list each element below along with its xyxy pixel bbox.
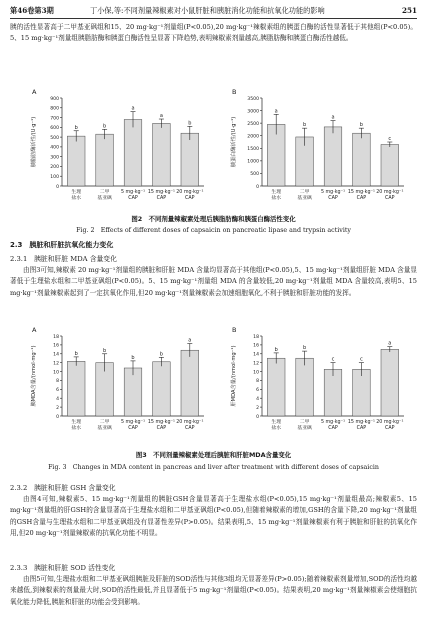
y-tick-label: 4 (256, 397, 259, 403)
bar (96, 134, 114, 186)
y-tick-label: 800 (50, 106, 59, 112)
bar (324, 369, 342, 416)
y-tick-label: 10 (253, 370, 259, 376)
section-2-3-3-text: 由图5可知,生理盐水组和二甲基亚砜组胰脏及肝脏的SOD活性与其他3组均无显著差异(P>0.05);随着辣椒素剂量增加,SOD的活性均越来越低,到辣椒素的剂量最大时,SOD的活性最低,并且显著低于5 mg·kg⁻¹剂量组(P<0.05)。结果表明,20 mg·kg⁻¹剂量辣椒素会使细胞抗氧化能力降低,胰脏和肝脏的功能会受到影响。 (10, 575, 417, 606)
y-tick-label: 300 (50, 155, 59, 161)
x-tick-label: 5 mg·kg⁻¹ (320, 190, 346, 195)
y-tick-label: 1000 (247, 159, 259, 165)
figure-3 (10, 324, 417, 444)
significance-letter: b (103, 123, 107, 130)
x-tick-label: 二甲 (99, 190, 110, 195)
y-tick-label: 18 (53, 334, 59, 340)
y-tick-label: 400 (50, 145, 59, 151)
bar (124, 368, 142, 416)
x-tick-label: 盐水 (71, 426, 82, 431)
y-axis-label: 胰蛋白酶活性/(U·g⁻¹) (231, 116, 237, 168)
y-tick-label: 1500 (247, 147, 259, 153)
y-tick-label: 700 (50, 116, 59, 122)
bar (153, 362, 171, 416)
significance-letter: b (303, 345, 307, 352)
bar (67, 361, 85, 416)
x-tick-label: CAP (385, 196, 395, 201)
x-tick-label: 盐水 (71, 196, 82, 201)
journal-volume: 第46卷第3期 (10, 6, 54, 15)
significance-letter: b (74, 124, 78, 131)
y-tick-label: 500 (250, 172, 259, 178)
x-tick-label: 15 mg·kg⁻¹ (147, 190, 175, 195)
running-title: 丁小保,等:不同剂量辣椒素对小鼠肝脏和胰脏消化功能和抗氧化功能的影响 (90, 6, 325, 15)
y-axis-label: 胰MDA含量/(nmol·mg⁻¹) (31, 345, 37, 407)
y-tick-label: 2500 (247, 121, 259, 127)
significance-letter: b (359, 122, 363, 129)
section-2-3-2-text: 由图4可知,辣椒素5、15 mg·kg⁻¹剂量组的胰脏GSH含量显著高于生理盐水组(P<0.05),15 mg·kg⁻¹剂量组最高;辣椒素5、15 mg·kg⁻¹剂量组的肝GSH的含量显著高于生理盐水组和二甲基亚砜组(P<0.05),但随着辣椒素的增加,GSH的含量下降,20 mg·kg⁻¹剂量组的GSH含量与生理盐水组和二甲基亚砜组没有显著性差异(P>0.05)。结果表明,5、15 mg·kg⁻¹剂量辣椒素有利于胰脏和肝脏的抗氧化作用,但20 mg·kg⁻¹剂量辣椒素的抗氧化功能不明显。 (10, 495, 417, 538)
x-tick-label: 5 mg·kg⁻¹ (320, 420, 346, 425)
y-tick-label: 0 (56, 184, 59, 190)
section-2-3-3-title: 2.3.3 胰脏和肝脏 SOD 活性变化 (10, 564, 116, 572)
figure-2-caption-cn: 图2 不同剂量辣椒素处理后胰脂肪酶和胰蛋白酶活性变化 (131, 215, 296, 223)
bar (381, 145, 399, 186)
x-tick-label: CAP (185, 196, 195, 201)
y-tick-label: 600 (50, 126, 59, 132)
chart-panel-fig2-a (29, 88, 204, 201)
panel-letter: A (32, 326, 37, 334)
x-tick-label: CAP (128, 196, 138, 201)
x-tick-label: 基亚砜 (297, 426, 312, 431)
bar (324, 127, 342, 186)
x-tick-label: 5 mg·kg⁻¹ (120, 190, 146, 195)
y-tick-label: 14 (253, 352, 259, 358)
panel-letter: B (232, 88, 237, 96)
significance-letter: c (360, 356, 363, 363)
chart-panel-fig3-b (229, 326, 404, 431)
significance-letter: b (188, 120, 192, 127)
x-tick-label: 二甲 (299, 420, 310, 425)
y-tick-label: 0 (56, 414, 59, 420)
y-tick-label: 12 (53, 361, 59, 367)
x-tick-label: 基亚砜 (297, 196, 312, 201)
x-tick-label: CAP (356, 196, 367, 201)
x-tick-label: CAP (328, 196, 338, 201)
figure-2 (10, 86, 417, 214)
y-tick-label: 3500 (247, 96, 259, 102)
significance-letter: b (74, 350, 78, 357)
x-tick-label: CAP (356, 426, 367, 431)
intro-paragraph: 胰的活性显著高于二甲基亚砜组和15、20 mg·kg⁻¹剂量组(P<0.05),20 mg·kg⁻¹辣椒素组的胰蛋白酶的活性显著低于其他组(P<0.05)。5、15 mg·kg⁻¹剂量组胰脂肪酶和胰蛋白酶活性呈显著下降趋势,表明辣椒素剂量越高,胰脂肪酶和胰蛋白酶活性越低。 (10, 23, 417, 43)
x-tick-label: 生理 (71, 190, 82, 195)
y-tick-label: 6 (256, 388, 259, 394)
x-tick-label: 二甲 (99, 420, 110, 425)
significance-letter: b (103, 347, 107, 354)
y-tick-label: 2000 (247, 134, 259, 140)
section-2-3-title: 2.3 胰脏和肝脏抗氧化能力变化 (10, 241, 114, 249)
x-tick-label: 20 mg·kg⁻¹ (176, 190, 204, 195)
x-tick-label: 15 mg·kg⁻¹ (347, 190, 375, 195)
bar (67, 136, 85, 186)
y-tick-label: 3000 (247, 109, 259, 115)
x-tick-label: 20 mg·kg⁻¹ (176, 420, 204, 425)
figure-3-caption-cn: 图3 不同剂量辣椒素处理后胰脏和肝脏MDA含量变化 (135, 451, 292, 459)
x-tick-label: 基亚砜 (97, 196, 112, 201)
y-tick-label: 8 (256, 379, 259, 385)
bar (153, 123, 171, 186)
bar (353, 369, 371, 416)
y-tick-label: 0 (256, 414, 259, 420)
significance-letter: a (159, 113, 163, 120)
x-tick-label: 15 mg·kg⁻¹ (147, 420, 175, 425)
x-tick-label: CAP (185, 426, 195, 431)
chart-panel-fig2-b (229, 88, 404, 201)
significance-letter: b (303, 122, 307, 129)
bar (181, 133, 199, 186)
x-tick-label: CAP (128, 426, 138, 431)
y-tick-label: 14 (53, 352, 59, 358)
y-axis-label: 肝MDA含量/(nmol·mg⁻¹) (231, 345, 237, 407)
significance-letter: a (188, 337, 192, 344)
y-tick-label: 12 (253, 361, 259, 367)
y-tick-label: 10 (53, 370, 59, 376)
y-tick-label: 16 (53, 343, 59, 349)
figure-3-caption-en: Fig. 3 Changes in MDA content in pancreas and liver after treatment with different doses of capsaicin (48, 464, 379, 471)
significance-letter: a (331, 114, 335, 121)
x-tick-label: 基亚砜 (97, 426, 112, 431)
bar (353, 133, 371, 186)
bar (267, 358, 285, 416)
x-tick-label: 二甲 (299, 190, 310, 195)
y-axis-label: 胰脂肪酶活性/(U·g⁻¹) (31, 116, 37, 168)
x-tick-label: 生理 (271, 190, 282, 195)
significance-letter: c (388, 136, 392, 142)
y-tick-label: 2 (56, 405, 59, 411)
y-tick-label: 900 (50, 96, 59, 102)
bar (296, 358, 314, 416)
x-tick-label: 20 mg·kg⁻¹ (376, 190, 404, 195)
significance-letter: c (331, 356, 335, 363)
chart-panel-fig3-a (29, 326, 204, 431)
bar (181, 350, 199, 416)
x-tick-label: CAP (156, 426, 167, 431)
running-header (10, 4, 417, 19)
figure-2-caption-en: Fig. 2 Effects of different doses of capsaicin on pancreatic lipase and trypsin activity (76, 227, 351, 234)
x-tick-label: 盐水 (271, 426, 282, 431)
panel-letter: A (32, 88, 37, 96)
y-tick-label: 200 (50, 165, 59, 171)
significance-letter: b (131, 354, 135, 361)
significance-letter: a (131, 105, 135, 112)
bar (124, 120, 142, 186)
x-tick-label: CAP (156, 196, 167, 201)
y-tick-label: 100 (50, 175, 59, 181)
section-2-3-1-title: 2.3.1 胰脏和肝脏 MDA 含量变化 (10, 255, 117, 263)
significance-letter: a (274, 108, 278, 115)
section-2-3-1-text: 由图3可知,辣椒素 20 mg·kg⁻¹剂量组的胰脏和肝脏 MDA 含量均显著高于其他组(P<0.05),5、15 mg·kg⁻¹剂量组肝脏 MDA 含量显著低于生理盐水组和二甲基亚砜组(P<0.05)。5、15 mg·kg⁻¹剂量组 MDA 的含量较低,20 mg·kg⁻¹剂量组 MDA 含量较高,表明5、15 mg·kg⁻¹剂量辣椒素起到了一定抗氧化作用,但20 mg·kg⁻¹剂量辣椒素会加速细胞氧化,不利于胰脏和肝脏功能的发挥。 (10, 266, 417, 297)
x-tick-label: 15 mg·kg⁻¹ (347, 420, 375, 425)
x-tick-label: 盐水 (271, 196, 282, 201)
y-tick-label: 8 (56, 379, 59, 385)
x-tick-label: 生理 (271, 420, 282, 425)
x-tick-label: CAP (328, 426, 338, 431)
panel-letter: B (232, 326, 237, 334)
significance-letter: b (274, 346, 278, 353)
x-tick-label: CAP (385, 426, 395, 431)
page-number: 251 (401, 6, 417, 15)
x-tick-label: 5 mg·kg⁻¹ (120, 420, 146, 425)
y-tick-label: 6 (56, 388, 59, 394)
y-tick-label: 16 (253, 343, 259, 349)
significance-letter: b (159, 351, 163, 358)
bar (381, 349, 399, 416)
x-tick-label: 20 mg·kg⁻¹ (376, 420, 404, 425)
x-tick-label: 生理 (71, 420, 82, 425)
y-tick-label: 0 (256, 184, 259, 190)
y-tick-label: 4 (56, 397, 59, 403)
y-tick-label: 18 (253, 334, 259, 340)
y-tick-label: 2 (256, 405, 259, 411)
significance-letter: a (388, 340, 392, 347)
y-tick-label: 500 (50, 135, 59, 141)
section-2-3-2-title: 2.3.2 胰脏和肝脏 GSH 含量变化 (10, 484, 116, 492)
